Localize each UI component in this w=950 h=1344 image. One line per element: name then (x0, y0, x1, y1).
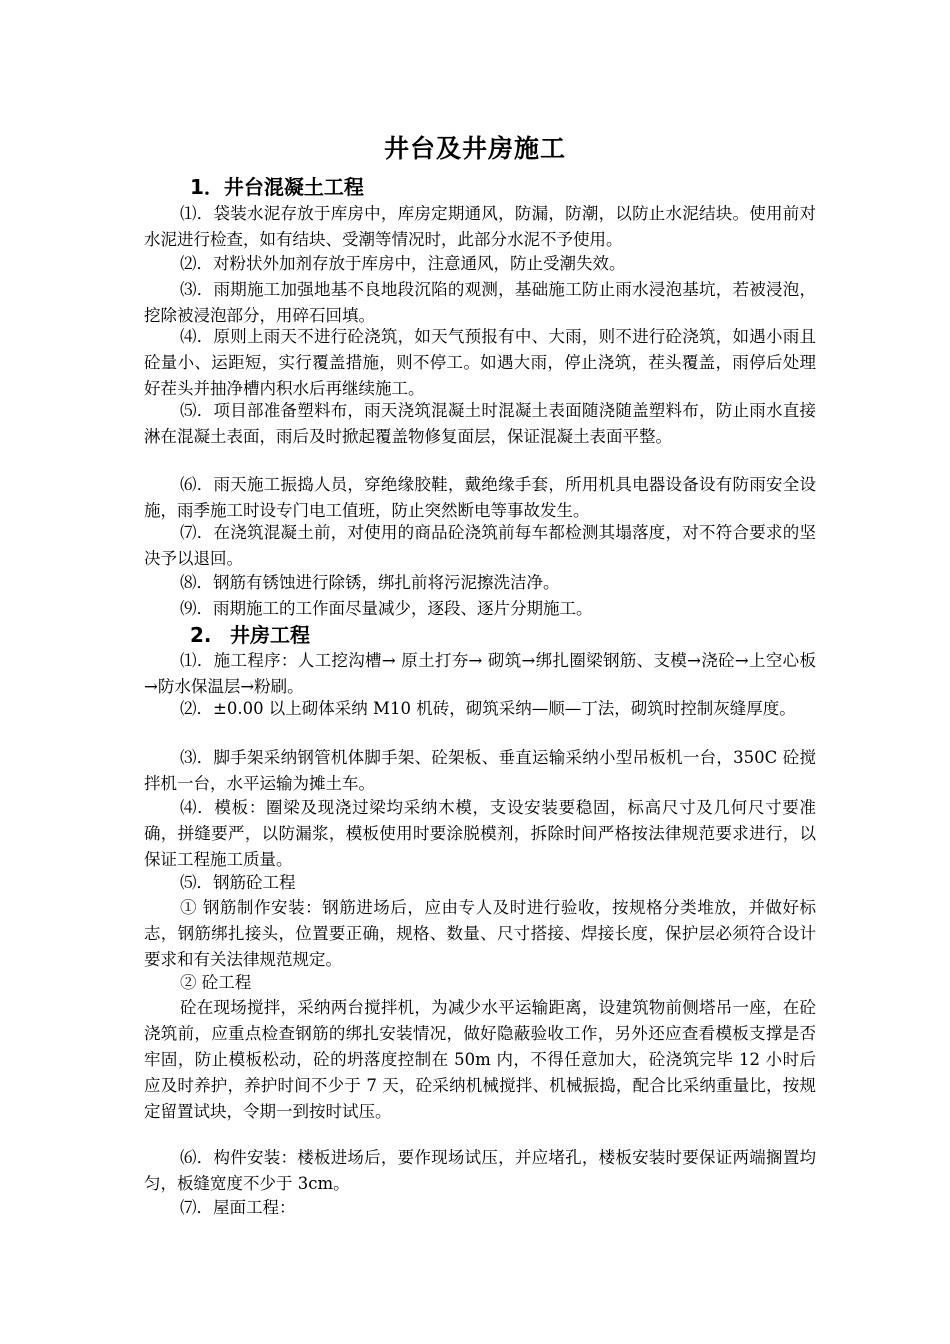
section-2-title: 井房工程 (230, 623, 310, 647)
paragraph: ⑸．项目部准备塑料布，雨天浇筑混凝土时混凝土表面随浇随盖塑料布，防止雨水直接淋在混凝土表面，雨后及时掀起覆盖物修复面层，保证混凝土表面平整。 (144, 401, 816, 446)
paragraph: ⑶．脚手架采纳钢管机体脚手架、砼架板、垂直运输采纳小型吊板机一台，350C 砼搅拌机一台，水平运输为摊土车。 (144, 748, 816, 793)
paragraph: ⑴．袋装水泥存放于库房中，库房定期通风，防漏，防潮，以防止水泥结块。使用前对水泥进行检查，如有结块、受潮等情况时，此部分水泥不予使用。 (144, 204, 816, 249)
section-2-heading (190, 621, 310, 649)
paragraph: 砼在现场搅拌，采纳两台搅拌机，为减少水平运输距离，设建筑物前侧塔吊一座，在砼浇筑前，应重点检查钢筋的绑扎安装情况，做好隐蔽验收工作，另外还应查看模板支撑是否牢固，防止模板松动，砼的坍落度控制在 50m 内，不得任意加大，砼浇筑完毕 12 小时后应及时养护，养护时间不少于 7 天，砼采纳机械搅拌、机械振捣，配合比采纳重量比，按规定留置试块，令期一到按时试压。 (144, 998, 816, 1121)
paragraph: ⑹．构件安装：楼板进场后，要作现场试压，并应堵孔，楼板安装时要保证两端搁置均匀，板缝宽度不少于 3cm。 (144, 1148, 816, 1193)
paragraph: ⑶．雨期施工加强地基不良地段沉陷的观测，基础施工防止雨水浸泡基坑，若被浸泡，挖除被浸泡部分，用碎石回填。 (144, 280, 816, 325)
section-1-heading: 1．井台混凝土工程 (190, 175, 364, 199)
paragraph: ⑼．雨期施工的工作面尽量减少，逐段、逐片分期施工。 (180, 599, 593, 618)
paragraph: ⑸．钢筋砼工程 (180, 873, 296, 892)
paragraph: ① 钢筋制作安装：钢筋进场后，应由专人及时进行验收，按规格分类堆放，并做好标志，钢筋绑扎接头，位置要正确，规格、数量、尺寸搭接、焊接长度，保护层必须符合设计要求和有关法律规范规定。 (144, 898, 816, 969)
paragraph: ⑷．模板：圈梁及现浇过梁均采纳木模，支设安装要稳固，标高尺寸及几何尺寸要准确，拼缝要严，以防漏浆，模板使用时要涂脱模剂，拆除时间严格按法律规范要求进行，以保证工程施工质量。 (144, 798, 816, 869)
paragraph: ⑴．施工程序：人工挖沟槽→ 原土打夯→ 砌筑→绑扎圈梁钢筋、支模→浇砼→上空心板→防水保温层→粉刷。 (144, 651, 816, 696)
paragraph: ⑵．±0.00 以上砌体采纳 M10 机砖，砌筑采纳—顺—丁法，砌筑时控制灰缝厚度。 (180, 699, 796, 718)
paragraph: ② 砼工程 (180, 973, 252, 992)
page-title: 井台及井房施工 (383, 134, 566, 163)
paragraph: ⑹．雨天施工振捣人员，穿绝缘胶鞋，戴绝缘手套，所用机具电器设备设有防雨安全设施，雨季施工时设专门电工值班，防止突然断电等事故发生。 (144, 475, 816, 520)
paragraph: ⑵．对粉状外加剂存放于库房中，注意通风，防止受潮失效。 (180, 254, 626, 273)
paragraph: ⑷．原则上雨天不进行砼浇筑，如天气预报有中、大雨，则不进行砼浇筑，如遇小雨且砼量小、运距短，实行覆盖措施，则不停工。如遇大雨，停止浇筑，茬头覆盖，雨停后处理好茬头并抽净槽内积水后再继续施工。 (144, 327, 816, 398)
paragraph: ⑺．在浇筑混凝土前，对使用的商品砼浇筑前每车都检测其塌落度，对不符合要求的坚决予以退回。 (144, 523, 816, 568)
paragraph: ⑻．钢筋有锈蚀进行除锈，绑扎前将污泥擦洗洁净。 (180, 573, 560, 592)
paragraph: ⑺．屋面工程： (180, 1198, 296, 1217)
section-2-number: 2. (190, 623, 212, 647)
